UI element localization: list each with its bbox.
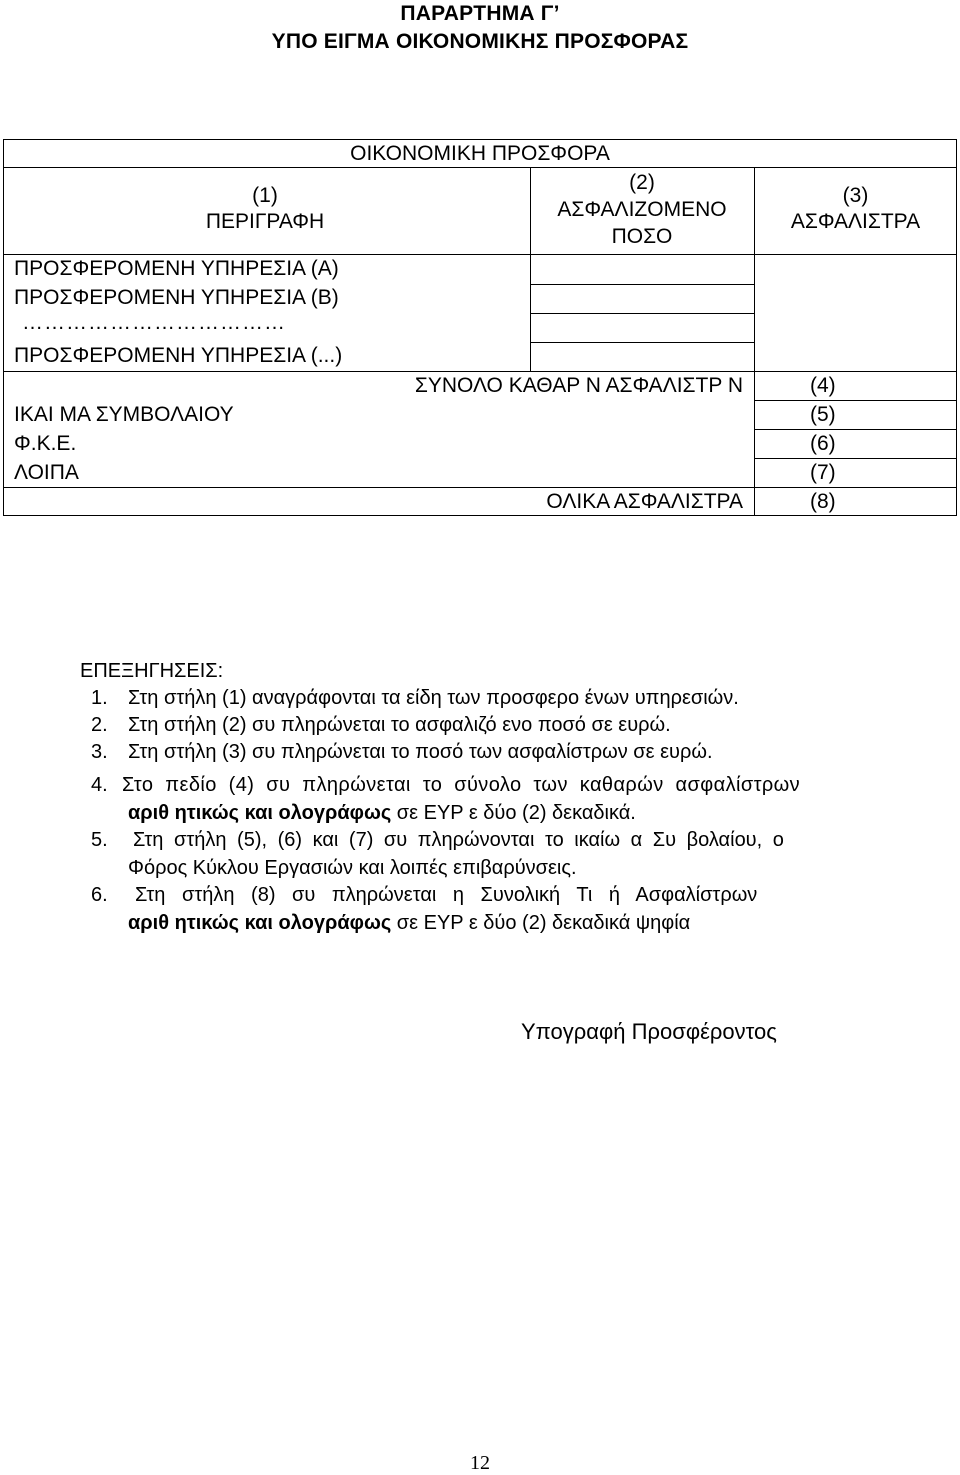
explanation-text: Στη στήλη (5), (6) και (7) συ πληρώνονται το ικαίω α Συ βολαίου, ο [133, 829, 784, 851]
grand-total-code: (8) [810, 490, 836, 513]
col1-header: ΠΕΡΙΓΡΑΦΗ [205, 210, 325, 233]
table-rule [3, 487, 957, 488]
table-rule [530, 342, 754, 343]
contract-fee-code: (5) [810, 403, 836, 426]
table-rule [3, 167, 957, 168]
explanation-text: Στη στήλη (2) συ πληρώνεται το ασφαλιζό ενο ποσό σε ευρώ. [128, 714, 671, 736]
annex-title: ΠΑΡΑΡΤΗΜΑ Γ’ [400, 2, 560, 25]
explanation-text: Στη στήλη (8) συ πληρώνεται η Συνολική Τι ή Ασφαλίστρων [135, 884, 758, 906]
table-rule [754, 400, 957, 401]
service-row-label: ΠΡΟΣΦΕΡΟΜΕΝΗ ΥΠΗΡΕΣΙΑ (Β) [14, 286, 339, 309]
explanation-text-line2 [128, 801, 636, 825]
col1-number: (1) [252, 184, 278, 207]
explanation-text: Στο πεδίο (4) συ πληρώνεται το σύνολο των καθαρών ασφαλίστρων [122, 774, 801, 796]
service-row-ellipsis: ……………………………… [22, 311, 286, 334]
emphasis: αριθ ητικώς και ολογράφως [128, 802, 392, 824]
explanation-text-line2 [128, 911, 690, 935]
other-charges-code: (7) [810, 461, 836, 484]
net-total-code: (4) [810, 374, 836, 397]
explanation-continuation: σε ΕΥΡ ε δύο (2) δεκαδικά ψηφία [391, 912, 691, 934]
explanation-text: Στη στήλη (1) αναγράφονται τα είδη των προσφερο ένων υπηρεσιών. [128, 687, 739, 709]
explanation-text-line2: Φόρος Κύκλου Εργασιών και λοιπές επιβαρύνσεις. [128, 857, 577, 879]
explanation-number: 5. [91, 829, 108, 851]
turnover-tax-label: Φ.Κ.Ε. [14, 432, 77, 455]
emphasis: αριθ ητικώς και ολογράφως [128, 912, 392, 934]
service-row-label: ΠΡΟΣΦΕΡΟΜΕΝΗ ΥΠΗΡΕΣΙΑ (Α) [14, 257, 339, 280]
explanation-continuation: σε ΕΥΡ ε δύο (2) δεκαδικά. [391, 802, 636, 824]
table-rule [530, 284, 754, 285]
explanation-number: 6. [91, 884, 108, 906]
explanations-heading: ΕΠΕΞΗΓΗΣΕΙΣ: [80, 660, 224, 682]
col2-header-line2: ΠΟΣΟ [611, 225, 673, 248]
table-caption: ΟΙΚΟΝΟΜΙΚΗ ΠΡΟΣΦΟΡΑ [350, 142, 610, 165]
table-rule [754, 458, 957, 459]
table-rule [3, 371, 957, 372]
explanation-number: 4. [91, 774, 108, 796]
grand-total-label: ΟΛΙΚΑ ΑΣΦΑΛΙΣΤΡΑ [546, 490, 743, 513]
contract-fee-label: ΙΚΑΙ ΜΑ ΣΥΜΒΟΛΑΙΟΥ [14, 403, 234, 426]
page-number: 12 [470, 1452, 490, 1474]
col3-number: (3) [842, 184, 869, 207]
turnover-tax-code: (6) [810, 432, 836, 455]
table-rule [3, 254, 957, 255]
explanation-number: 3. [91, 741, 108, 763]
net-total-label: ΣΥΝΟΛΟ ΚΑΘΑΡ Ν ΑΣΦΑΛΙΣΤΡ Ν [414, 374, 743, 397]
other-charges-label: ΛΟΙΠΑ [14, 461, 79, 484]
explanation-number: 2. [91, 714, 108, 736]
service-row-label: ΠΡΟΣΦΕΡΟΜΕΝΗ ΥΠΗΡΕΣΙΑ (...) [14, 344, 343, 367]
document-title: ΥΠΟ ΕΙΓΜΑ ΟΙΚΟΝΟΜΙΚΗΣ ΠΡΟΣΦΟΡΑΣ [271, 30, 689, 53]
explanation-text: Στη στήλη (3) συ πληρώνεται το ποσό των ασφαλίστρων σε ευρώ. [128, 741, 713, 763]
col2-number: (2) [629, 171, 655, 194]
table-rule [530, 313, 754, 314]
col2-header: ΑΣΦΑΛΙΖΟΜΕΝΟ [557, 198, 727, 221]
table-rule [754, 429, 957, 430]
signature-label: Υπογραφή Προσφέροντος [521, 1019, 777, 1044]
explanation-number: 1. [91, 687, 108, 709]
col3-header: ΑΣΦΑΛΙΣΤΡΑ [790, 210, 921, 233]
